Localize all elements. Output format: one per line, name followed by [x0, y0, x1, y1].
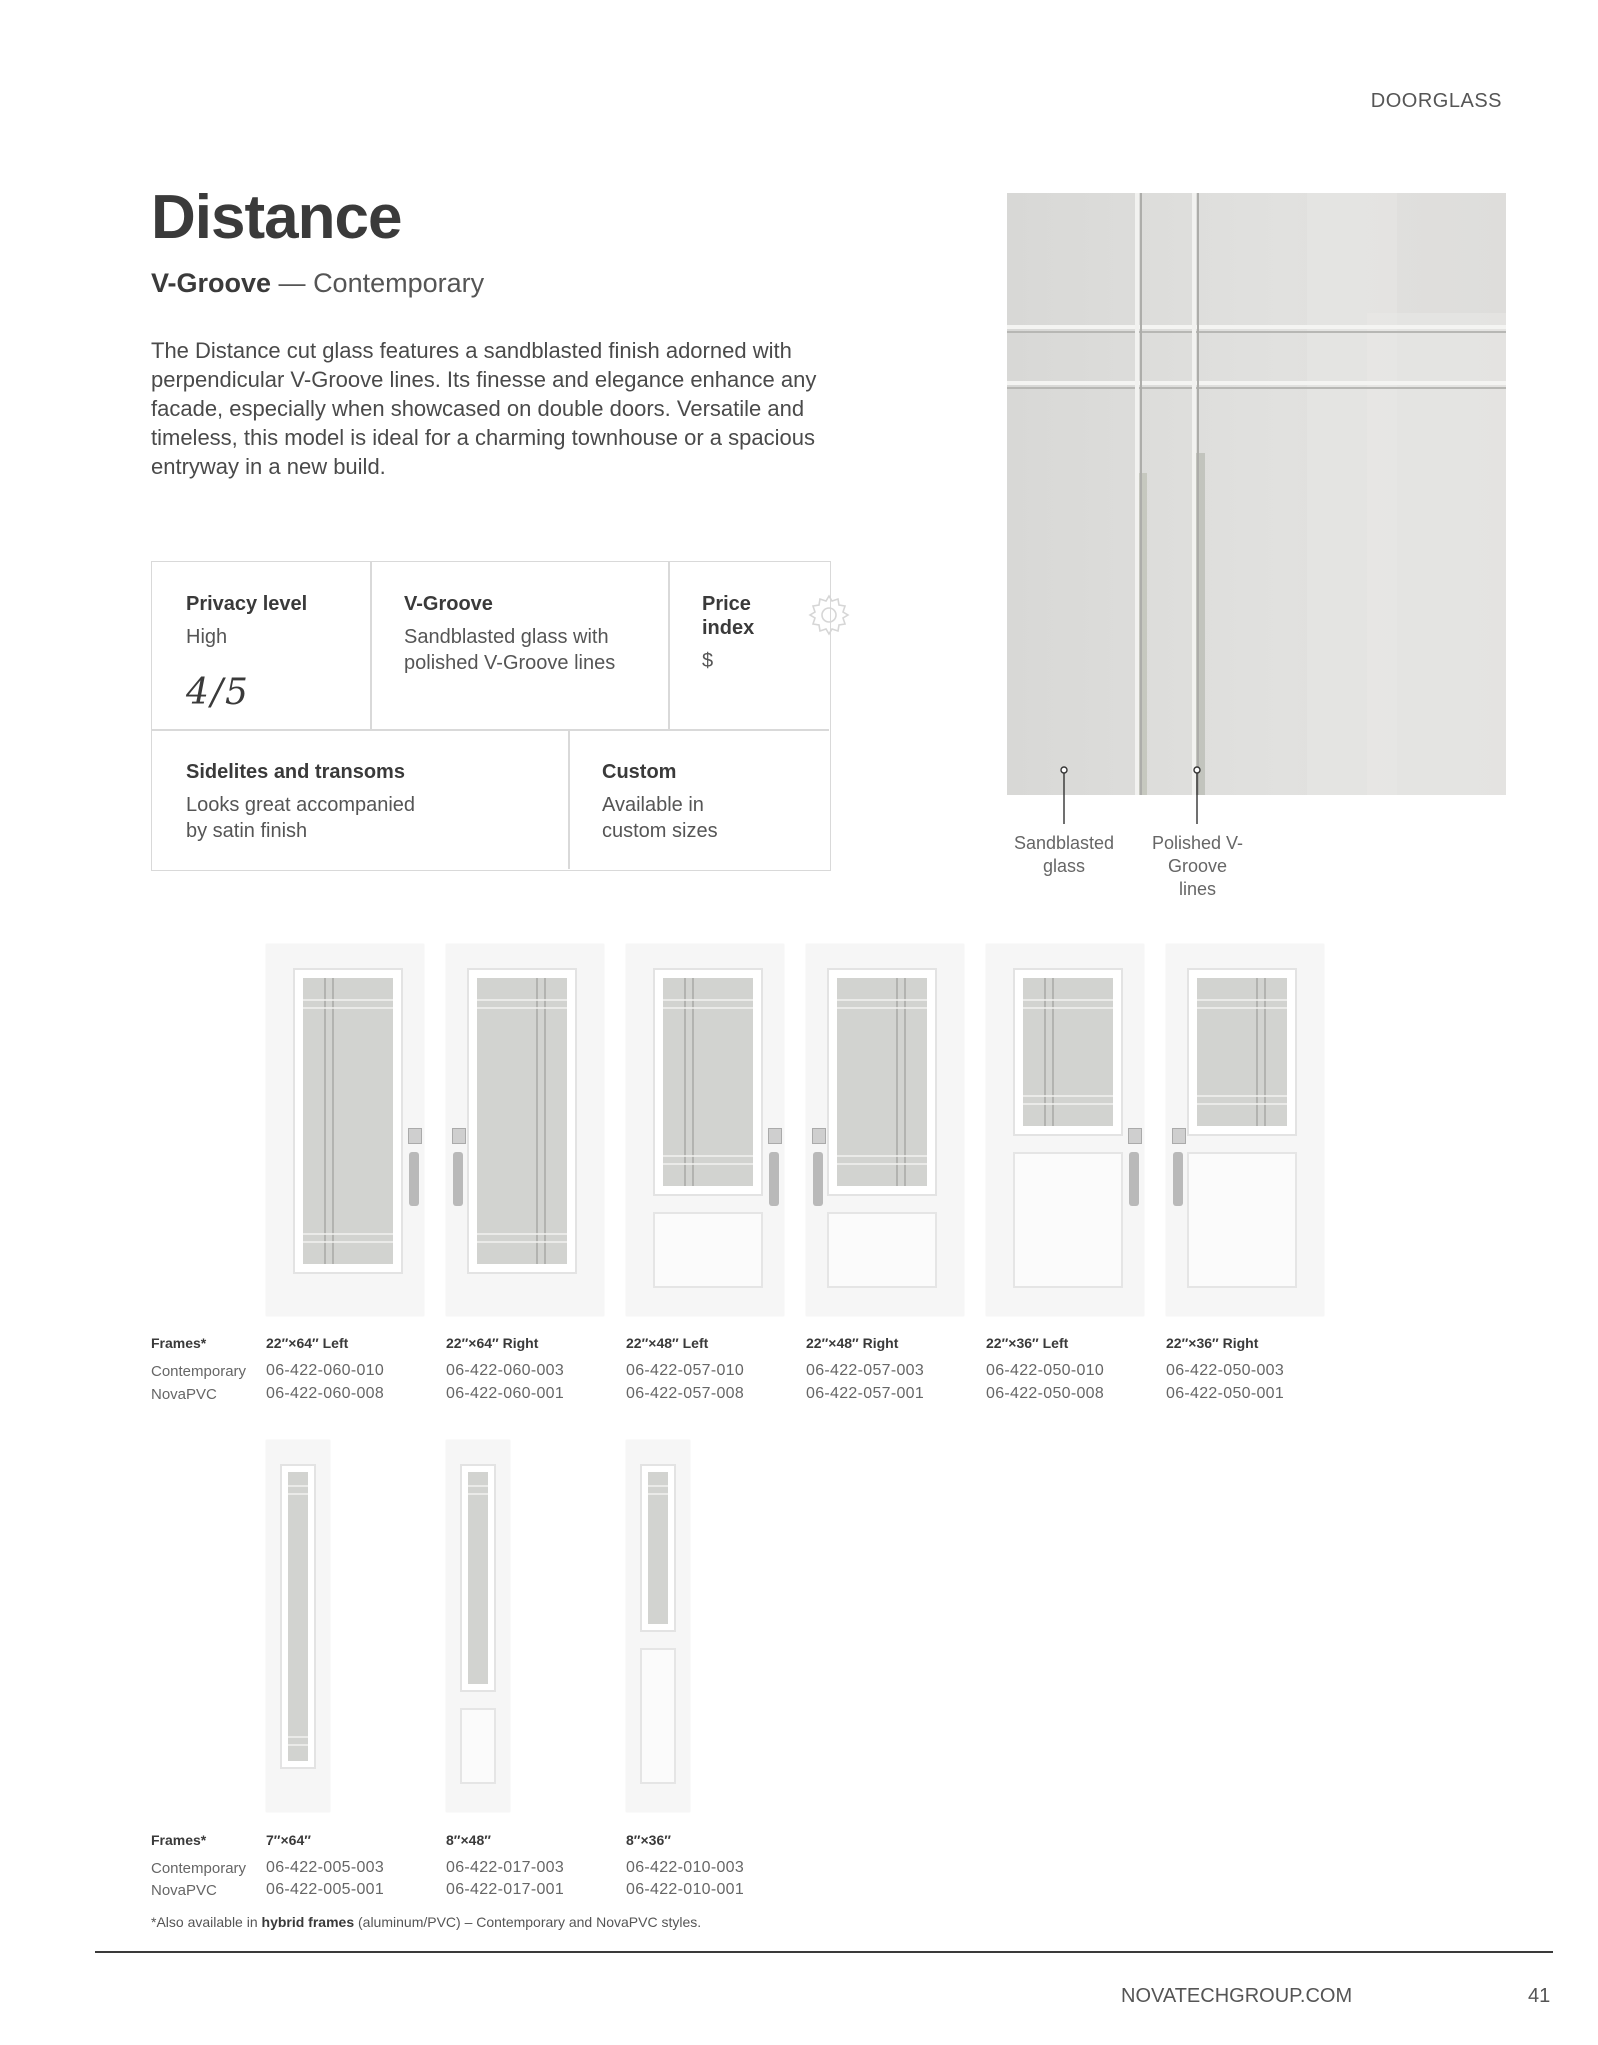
- door-panel: [653, 1212, 763, 1288]
- vgroove-cell: [370, 562, 668, 706]
- info-table: [151, 561, 831, 871]
- door-handle: [1173, 1152, 1183, 1206]
- code-contemporary: 06-422-005-003: [266, 1859, 385, 1876]
- glass-pane: [837, 978, 927, 1186]
- code-novapvc: 06-422-017-001: [446, 1881, 565, 1898]
- frames-label: Frames*: [151, 1335, 207, 1351]
- subtitle-separator: —: [271, 268, 314, 298]
- callout-polished: Polished V-Groove lines: [1151, 833, 1244, 899]
- custom-cell: [568, 730, 830, 874]
- glass-pane: [648, 1472, 668, 1624]
- glass-frame: [1013, 968, 1123, 1136]
- code-novapvc: 06-422-010-001: [626, 1881, 745, 1898]
- code-contemporary: 06-422-017-003: [446, 1859, 565, 1876]
- door-image: [446, 944, 604, 1316]
- section-label: DOORGLASS: [1370, 90, 1502, 112]
- vgroove-lines: [468, 1472, 488, 1684]
- callout-sandblasted: Sandblasted glass: [1013, 833, 1115, 876]
- description: The Distance cut glass features a sandblasted finish adorned with perpendicular V-Groove lines. Its finesse and elegance enhance any facade, especially when showcased on double doors. Versatile and timeless, this model is ideal for a charming townhouse or a spacious entryway in a new build.: [151, 338, 817, 479]
- vgroove-lines: [837, 978, 927, 1186]
- code-novapvc: 06-422-060-001: [446, 1385, 565, 1402]
- glass-frame: [827, 968, 937, 1196]
- code-novapvc: 06-422-060-008: [266, 1385, 385, 1402]
- callout-pin-sandblasted: [1060, 766, 1066, 822]
- vgroove-lines: [303, 978, 393, 1264]
- sidelite-image: [446, 1440, 510, 1812]
- door-size: 22″×48″ Right: [806, 1335, 899, 1351]
- gear-icon: [806, 592, 852, 643]
- door-handle: [409, 1152, 419, 1206]
- glass-frame: [280, 1464, 316, 1769]
- door-panel: [827, 1212, 937, 1288]
- row-label-novapvc: NovaPVC: [151, 1386, 217, 1403]
- vgroove-value: Sandblasted glass with polished V-Groove lines: [404, 626, 616, 674]
- door-lock: [408, 1128, 422, 1144]
- code-contemporary: 06-422-050-010: [986, 1362, 1105, 1379]
- door-handle: [453, 1152, 463, 1206]
- sidelite-size: 8″×36″: [626, 1832, 671, 1848]
- code-contemporary: 06-422-060-010: [266, 1362, 385, 1379]
- glass-frame: [640, 1464, 676, 1632]
- row-label-contemporary-sidelites: Contemporary: [151, 1860, 247, 1877]
- code-novapvc: 06-422-005-001: [266, 1881, 385, 1898]
- vgroove-lines: [663, 978, 753, 1186]
- footnote: [151, 1914, 701, 1930]
- code-novapvc: 06-422-050-008: [986, 1385, 1105, 1402]
- privacy-cell: [152, 562, 370, 743]
- glass-pane: [1197, 978, 1287, 1126]
- glass-frame: [460, 1464, 496, 1692]
- glass-frame: [467, 968, 577, 1274]
- row-label-novapvc-sidelites: NovaPVC: [151, 1882, 217, 1899]
- glass-detail-image: [1007, 193, 1506, 795]
- door-lock: [768, 1128, 782, 1144]
- frames-label-sidelites: Frames*: [151, 1832, 207, 1848]
- vgroove-lines: [1023, 978, 1113, 1126]
- sidelites-heading: Sidelites and transoms: [186, 761, 405, 783]
- code-contemporary: 06-422-057-010: [626, 1362, 745, 1379]
- glass-frame: [1187, 968, 1297, 1136]
- code-novapvc: 06-422-057-001: [806, 1385, 925, 1402]
- page-title: Distance: [151, 183, 402, 252]
- door-size: 22″×64″ Right: [446, 1335, 539, 1351]
- privacy-heading: Privacy level: [186, 593, 308, 615]
- glass-pane: [1023, 978, 1113, 1126]
- sidelite-image: [626, 1440, 690, 1812]
- vgroove-lines: [477, 978, 567, 1264]
- door-handle: [813, 1152, 823, 1206]
- door-panel: [1187, 1152, 1297, 1288]
- sidelite-size: 7″×64″: [266, 1832, 311, 1848]
- glass-pane: [477, 978, 567, 1264]
- privacy-rating: 4/5: [186, 672, 250, 713]
- code-novapvc: 06-422-057-008: [626, 1385, 745, 1402]
- sidelites-cell: [152, 730, 568, 874]
- subtitle: [151, 268, 484, 299]
- door-handle: [1129, 1152, 1139, 1206]
- door-image: [266, 944, 424, 1316]
- door-image: [1166, 944, 1324, 1316]
- door-lock: [812, 1128, 826, 1144]
- row-label-contemporary: Contemporary: [151, 1363, 247, 1380]
- door-size: 22″×48″ Left: [626, 1335, 709, 1351]
- price-heading: Price index: [702, 593, 755, 639]
- code-novapvc: 06-422-050-001: [1166, 1385, 1285, 1402]
- door-image: [626, 944, 784, 1316]
- code-contemporary: 06-422-060-003: [446, 1362, 565, 1379]
- sidelite-panel: [640, 1648, 676, 1784]
- glass-pane: [663, 978, 753, 1186]
- door-size: 22″×64″ Left: [266, 1335, 349, 1351]
- vgroove-lines: [288, 1472, 308, 1761]
- sidelite-panel: [460, 1708, 496, 1784]
- vgroove-lines: [1197, 978, 1287, 1126]
- door-lock: [1128, 1128, 1142, 1144]
- vgroove-heading: V-Groove: [404, 593, 493, 615]
- door-size: 22″×36″ Left: [986, 1335, 1069, 1351]
- custom-value: Available in custom sizes: [602, 794, 718, 842]
- callout-pin-polished: [1193, 766, 1199, 822]
- door-panel: [1013, 1152, 1123, 1288]
- subtitle-category: Contemporary: [313, 268, 485, 298]
- page-number: 41: [1528, 1985, 1551, 2007]
- subtitle-style: V-Groove: [151, 268, 272, 298]
- footnote-bold: hybrid frames: [261, 1914, 355, 1930]
- glass-pane: [288, 1472, 308, 1761]
- door-size: 22″×36″ Right: [1166, 1335, 1259, 1351]
- code-contemporary: 06-422-050-003: [1166, 1362, 1285, 1379]
- door-handle: [769, 1152, 779, 1206]
- glass-frame: [653, 968, 763, 1196]
- door-image: [806, 944, 964, 1316]
- code-contemporary: 06-422-010-003: [626, 1859, 745, 1876]
- sidelite-size: 8″×48″: [446, 1832, 491, 1848]
- glass-pane: [468, 1472, 488, 1684]
- glass-frame: [293, 968, 403, 1274]
- door-lock: [1172, 1128, 1186, 1144]
- door-image: [986, 944, 1144, 1316]
- vgroove-lines: [648, 1472, 668, 1624]
- price-value: $: [702, 650, 714, 672]
- footnote-suffix: (aluminum/PVC) – Contemporary and NovaPVC styles.: [354, 1914, 702, 1930]
- glass-pane: [303, 978, 393, 1264]
- custom-heading: Custom: [602, 761, 677, 783]
- footer-website: NOVATECHGROUP.COM: [1121, 1985, 1353, 2007]
- privacy-value: High: [186, 626, 228, 648]
- door-lock: [452, 1128, 466, 1144]
- code-contemporary: 06-422-057-003: [806, 1362, 925, 1379]
- sidelites-value: Looks great accompanied by satin finish: [186, 794, 416, 842]
- footnote-prefix: *Also available in: [151, 1914, 262, 1930]
- footer-rule: [95, 1951, 1553, 1953]
- sidelite-image: [266, 1440, 330, 1812]
